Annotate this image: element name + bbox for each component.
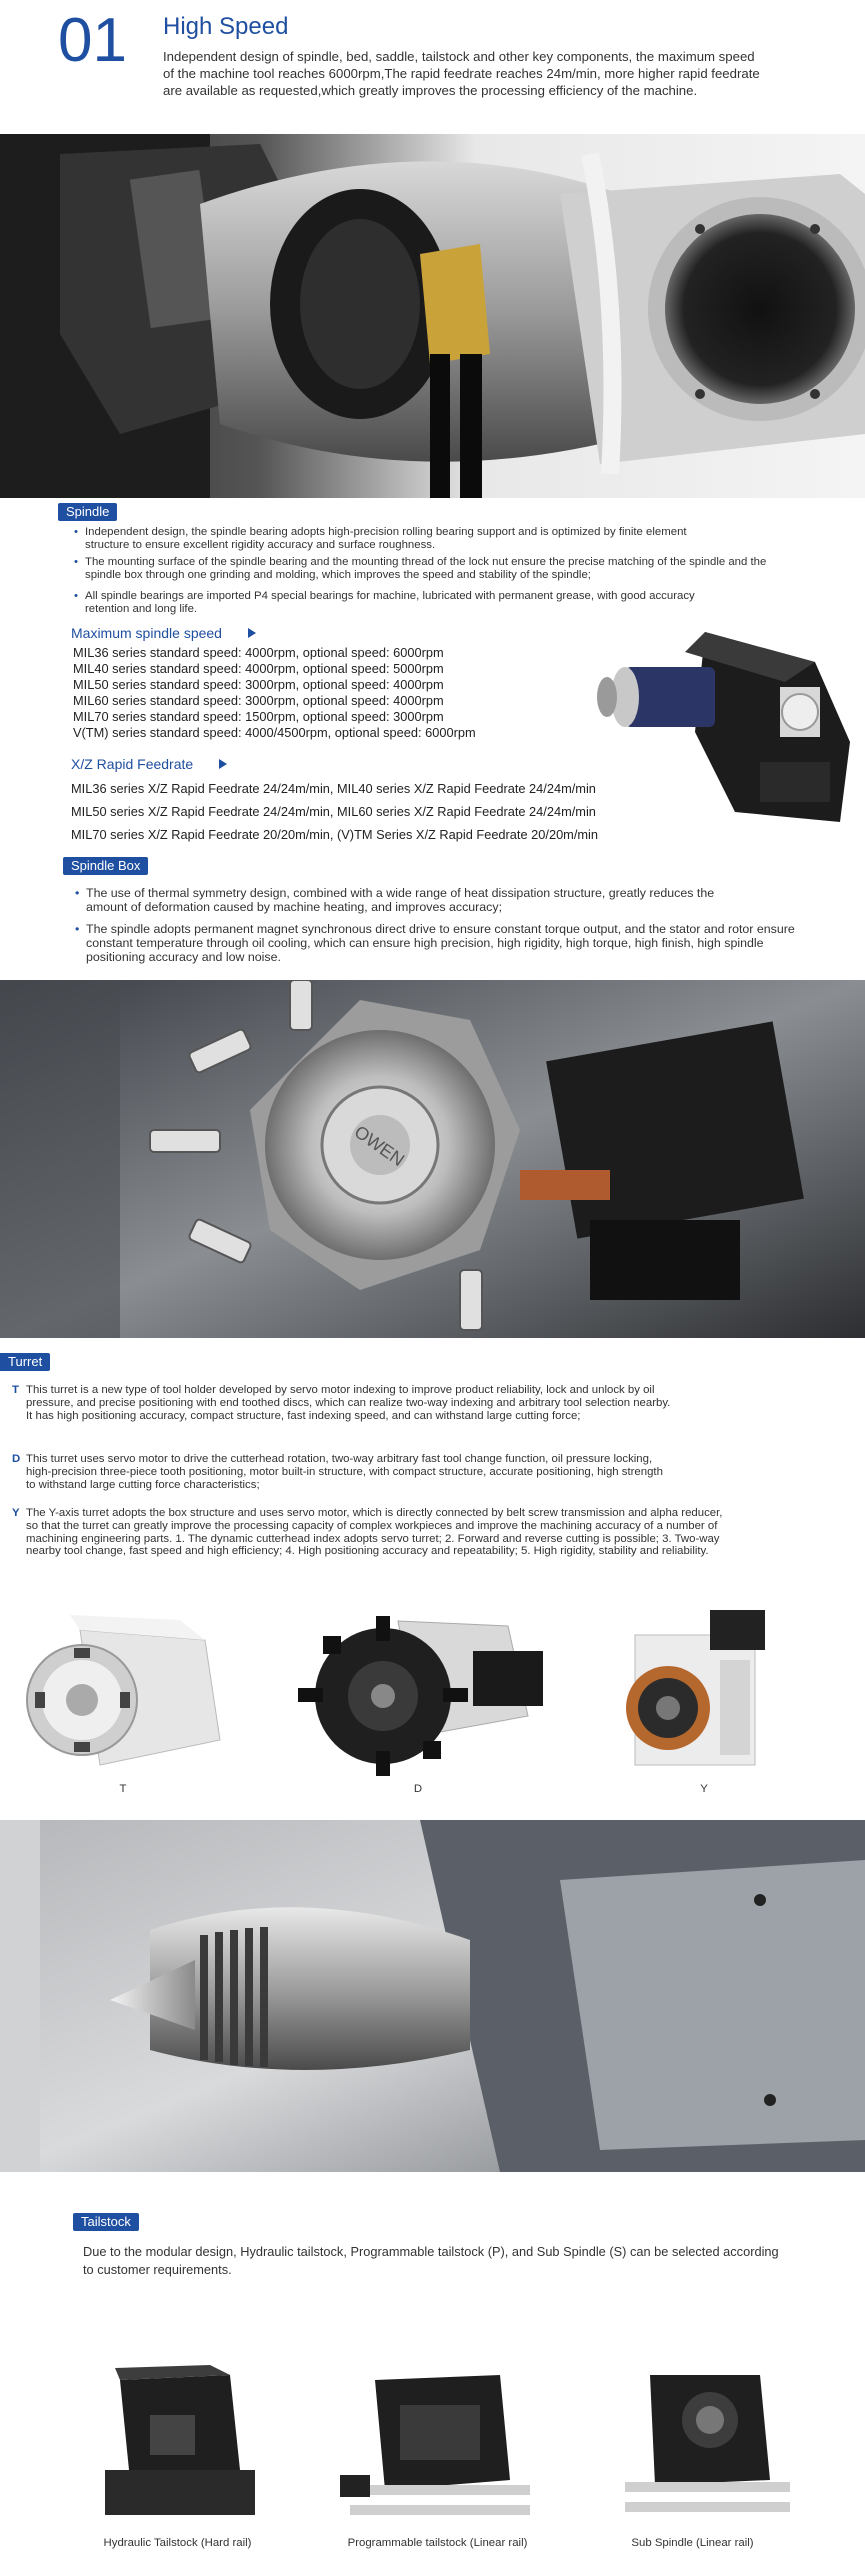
section-number: 01 bbox=[58, 6, 127, 75]
feedrate-line-3: MIL70 series X/Z Rapid Feedrate 20/20m/min, (V)TM Series X/Z Rapid Feedrate 20/20m/min bbox=[71, 827, 599, 842]
spindle-photo bbox=[0, 134, 865, 498]
speed-line-5: MIL70 series standard speed: 1500rpm, optional speed: 3000rpm bbox=[73, 709, 444, 724]
arrow-right-icon bbox=[219, 759, 227, 769]
turret-face-logo: OWEN bbox=[350, 1121, 409, 1171]
speed-line-1: MIL36 series standard speed: 4000rpm, optional speed: 6000rpm bbox=[73, 645, 444, 660]
section-title: High Speed bbox=[163, 13, 289, 40]
tailstock-caption-programmable: Programmable tailstock (Linear rail) bbox=[347, 2537, 528, 2549]
tailstock-photo bbox=[0, 1820, 865, 2172]
turret-label: Turret bbox=[0, 1353, 50, 1371]
spindle-label: Spindle bbox=[58, 503, 117, 521]
tailstock-caption-sub-spindle: Sub Spindle (Linear rail) bbox=[631, 2537, 754, 2549]
spindle-bullet-2: • The mounting surface of the spindle bearing and the mounting thread of the lock nut ensure the precise matching of the spindle and the spindle box through one grinding and molding, which improves the speed and stability of the spindle; bbox=[74, 556, 767, 581]
speed-line-2: MIL40 series standard speed: 4000rpm, optional speed: 5000rpm bbox=[73, 661, 444, 676]
feedrate-heading: X/Z Rapid Feedrate bbox=[71, 756, 227, 772]
turret-caption-d: D bbox=[413, 1783, 423, 1795]
programmable-tailstock-image bbox=[330, 2360, 545, 2540]
turret-t-image bbox=[20, 1600, 225, 1780]
turret-y-image bbox=[600, 1600, 785, 1780]
tailstock-caption-hydraulic: Hydraulic Tailstock (Hard rail) bbox=[103, 2537, 252, 2549]
hydraulic-tailstock-image bbox=[90, 2360, 265, 2540]
feedrate-line-2: MIL50 series X/Z Rapid Feedrate 24/24m/min, MIL60 series X/Z Rapid Feedrate 24/24m/min bbox=[71, 804, 596, 819]
spindle-box-bullet-2: • The spindle adopts permanent magnet synchronous direct drive to ensure constant torque output, and the stator and rotor ensure constant temperature through oil cooling, which can ensure high precision, high rigidity, high torque, high finish, high spindle positioning accuracy and low noise. bbox=[75, 922, 795, 964]
turret-caption-y: Y bbox=[700, 1783, 708, 1795]
arrow-right-icon bbox=[248, 628, 256, 638]
turret-paragraph-t: T This turret is a new type of tool holder developed by servo motor indexing to improve product reliability, lock and unlock by oil pressure, and precise positioning with end toothed discs, which can realize two-way indexing and arbitrary tool selection nearby. It has high positioning accuracy, compact structure, fast indexing speed, and can withstand large cutting force; bbox=[12, 1384, 671, 1422]
speed-line-3: MIL50 series standard speed: 3000rpm, optional speed: 4000rpm bbox=[73, 677, 444, 692]
speed-line-6: V(TM) series standard speed: 4000/4500rpm, optional speed: 6000rpm bbox=[73, 725, 476, 740]
turret-paragraph-y: Y The Y-axis turret adopts the box structure and uses servo motor, which is directly connected by belt screw transmission and alpha reducer, so that the turret can greatly improve the processing capacity of complex workpieces and improve the machining accuracy of a number of machining engineering parts. 1. The dynamic cutterhead index adopts servo turret; 2. Forward and reverse cutting is possible; 3. Two-way nearby tool change, fast speed and high efficiency; 4. High positioning accuracy and repeatability; 5. High rigidity, stability and reliability. bbox=[12, 1507, 723, 1558]
speed-line-4: MIL60 series standard speed: 3000rpm, optional speed: 4000rpm bbox=[73, 693, 444, 708]
feedrate-line-1: MIL36 series X/Z Rapid Feedrate 24/24m/min, MIL40 series X/Z Rapid Feedrate 24/24m/min bbox=[71, 781, 596, 796]
turret-photo bbox=[0, 980, 865, 1338]
tailstock-description: Due to the modular design, Hydraulic tailstock, Programmable tailstock (P), and Sub Spindle (S) can be selected according to customer requirements. bbox=[83, 2244, 779, 2277]
spindle-bullet-1: • Independent design, the spindle bearing adopts high-precision rolling bearing support and is optimized by finite element structure to ensure excellent rigidity accuracy and surface roughness. bbox=[74, 526, 687, 551]
spindle-unit-image bbox=[585, 622, 860, 832]
spindle-box-bullet-1: • The use of thermal symmetry design, combined with a wide range of heat dissipation structure, greatly reduces the amount of deformation caused by machine heating, and improves accuracy; bbox=[75, 886, 715, 914]
max-speed-heading: Maximum spindle speed bbox=[71, 625, 256, 641]
sub-spindle-image bbox=[610, 2360, 800, 2540]
turret-paragraph-d: D This turret uses servo motor to drive the cutterhead rotation, two-way arbitrary fast tool change function, oil pressure locking, high-precision three-piece tooth positioning, motor built-in structure, with compact structure, accurate positioning, high strength to withstand large cutting force characteristics; bbox=[12, 1453, 663, 1491]
spindle-box-label: Spindle Box bbox=[63, 857, 148, 875]
section-description: Independent design of spindle, bed, saddle, tailstock and other key components, the maximum speed of the machine tool reaches 6000rpm,The rapid feedrate reaches 24m/min, more higher rapid feedrate are available as requested,which greatly improves the processing efficiency of the machine. bbox=[163, 49, 760, 98]
turret-d-image bbox=[288, 1596, 548, 1781]
turret-caption-t: T bbox=[119, 1783, 127, 1795]
tailstock-label: Tailstock bbox=[73, 2213, 139, 2231]
spindle-bullet-3: • All spindle bearings are imported P4 special bearings for machine, lubricated with permanent grease, with good accuracy retention and long life. bbox=[74, 590, 695, 615]
